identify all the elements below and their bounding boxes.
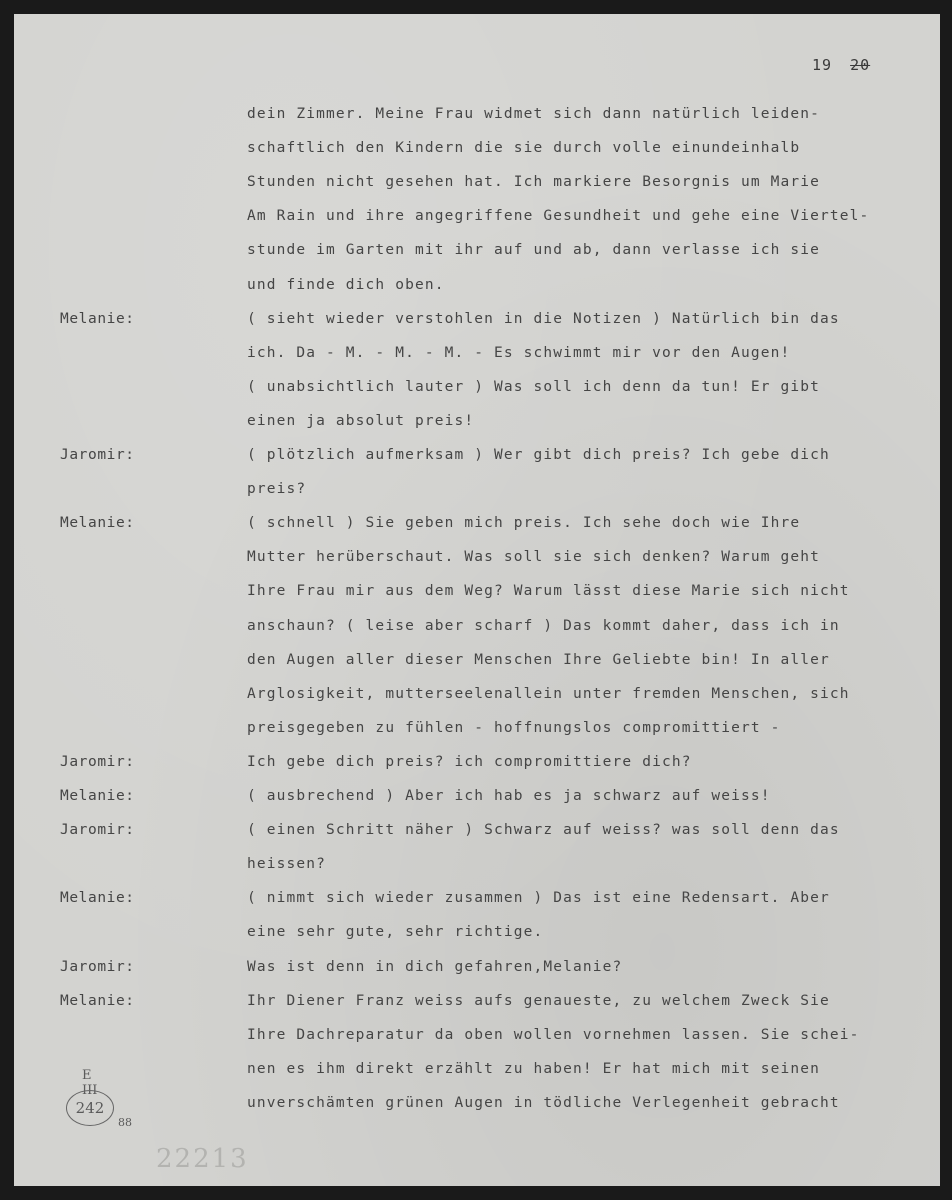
script-line xyxy=(0,549,952,575)
script-line xyxy=(0,583,952,609)
script-line xyxy=(0,822,952,848)
speaker-name: Jaromir: xyxy=(60,754,135,770)
script-line xyxy=(0,686,952,712)
dialogue-text: ( nimmt sich wieder zusammen ) Das ist eine Redensart. Aber xyxy=(247,890,830,906)
speaker-name: Melanie: xyxy=(60,311,135,327)
dialogue-text: dein Zimmer. Meine Frau widmet sich dann natürlich leiden- xyxy=(247,106,821,122)
script-line xyxy=(0,959,952,985)
dialogue-text: ( ausbrechend ) Aber ich hab es ja schwarz auf weiss! xyxy=(247,788,771,804)
dialogue-text: anschaun? ( leise aber scharf ) Das kommt daher, dass ich in xyxy=(247,618,840,634)
speaker-name: Melanie: xyxy=(60,515,135,531)
script-line xyxy=(0,311,952,337)
archive-mark-circled: 242 xyxy=(66,1090,114,1126)
dialogue-text: Ihre Dachreparatur da oben wollen vornehmen lassen. Sie schei- xyxy=(247,1027,860,1043)
page-number xyxy=(812,56,870,74)
script-line xyxy=(0,106,952,132)
script-line xyxy=(0,856,952,882)
dialogue-text: preis? xyxy=(247,481,307,497)
script-line xyxy=(0,140,952,166)
dialogue-text: ( plötzlich aufmerksam ) Wer gibt dich preis? Ich gebe dich xyxy=(247,447,830,463)
dialogue-text: ( schnell ) Sie geben mich preis. Ich sehe doch wie Ihre xyxy=(247,515,801,531)
dialogue-text: ( sieht wieder verstohlen in die Notizen ) Natürlich bin das xyxy=(247,311,840,327)
script-line xyxy=(0,242,952,268)
script-line xyxy=(0,174,952,200)
script-line xyxy=(0,652,952,678)
dialogue-text: Ich gebe dich preis? ich compromittiere dich? xyxy=(247,754,692,770)
script-line xyxy=(0,1061,952,1087)
dialogue-text: Ihr Diener Franz weiss aufs genaueste, zu welchem Zweck Sie xyxy=(247,993,830,1009)
dialogue-text: ich. Da - M. - M. - M. - Es schwimmt mir vor den Augen! xyxy=(247,345,791,361)
script-line xyxy=(0,788,952,814)
dialogue-text: unverschämten grünen Augen in tödliche Verlegenheit gebracht xyxy=(247,1095,840,1111)
dialogue-text: Arglosigkeit, mutterseelenallein unter fremden Menschen, sich xyxy=(247,686,850,702)
dialogue-text: Am Rain und ihre angegriffene Gesundheit und gehe eine Viertel- xyxy=(247,208,870,224)
script-line xyxy=(0,720,952,746)
script-line xyxy=(0,924,952,950)
dialogue-text: Stunden nicht gesehen hat. Ich markiere Besorgnis um Marie xyxy=(247,174,821,190)
speaker-name: Melanie: xyxy=(60,993,135,1009)
dialogue-text: stunde im Garten mit ihr auf und ab, dann verlasse ich sie xyxy=(247,242,821,258)
script-line xyxy=(0,515,952,541)
speaker-name: Jaromir: xyxy=(60,959,135,975)
page-number-current: 19 xyxy=(812,56,833,74)
page-number-struck: 20 xyxy=(850,56,871,74)
dialogue-text: ( unabsichtlich lauter ) Was soll ich denn da tun! Er gibt xyxy=(247,379,821,395)
script-line xyxy=(0,481,952,507)
archive-mark-e: E III xyxy=(82,1068,98,1098)
speaker-name: Melanie: xyxy=(60,890,135,906)
script-line xyxy=(0,993,952,1019)
dialogue-text: schaftlich den Kindern die sie durch volle einundeinhalb xyxy=(247,140,801,156)
dialogue-text: Was ist denn in dich gefahren,Melanie? xyxy=(247,959,623,975)
script-line xyxy=(0,379,952,405)
dialogue-text: nen es ihm direkt erzählt zu haben! Er hat mich mit seinen xyxy=(247,1061,821,1077)
archive-mark-faint: 22213 xyxy=(156,1144,249,1174)
script-line xyxy=(0,1095,952,1121)
script-line xyxy=(0,890,952,916)
speaker-name: Jaromir: xyxy=(60,822,135,838)
dialogue-text: preisgegeben zu fühlen - hoffnungslos compromittiert - xyxy=(247,720,781,736)
archive-mark-small: 88 xyxy=(118,1116,132,1129)
script-line xyxy=(0,277,952,303)
dialogue-text: Ihre Frau mir aus dem Weg? Warum lässt diese Marie sich nicht xyxy=(247,583,850,599)
dialogue-text: ( einen Schritt näher ) Schwarz auf weiss? was soll denn das xyxy=(247,822,840,838)
dialogue-text: und finde dich oben. xyxy=(247,277,445,293)
script-line xyxy=(0,208,952,234)
script-line xyxy=(0,1027,952,1053)
script-line xyxy=(0,413,952,439)
speaker-name: Melanie: xyxy=(60,788,135,804)
dialogue-text: eine sehr gute, sehr richtige. xyxy=(247,924,544,940)
dialogue-text: den Augen aller dieser Menschen Ihre Geliebte bin! In aller xyxy=(247,652,830,668)
dialogue-text: heissen? xyxy=(247,856,327,872)
dialogue-text: einen ja absolut preis! xyxy=(247,413,475,429)
dialogue-text: Mutter herüberschaut. Was soll sie sich denken? Warum geht xyxy=(247,549,821,565)
script-line xyxy=(0,754,952,780)
script-line xyxy=(0,447,952,473)
speaker-name: Jaromir: xyxy=(60,447,135,463)
script-line xyxy=(0,618,952,644)
script-line xyxy=(0,345,952,371)
